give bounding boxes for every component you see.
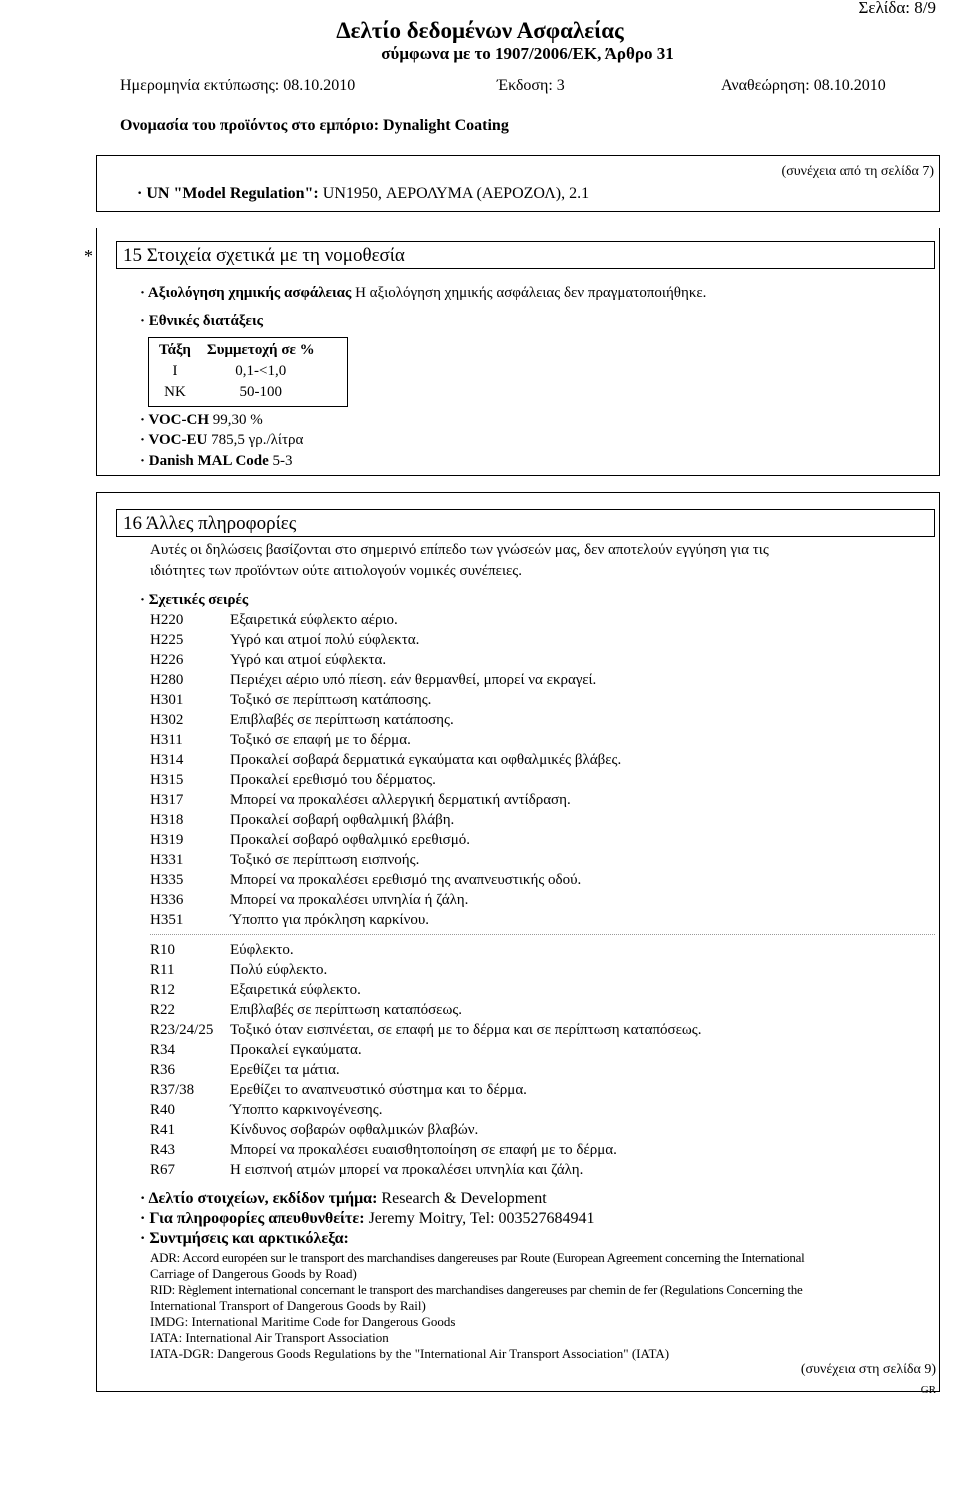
phrase-text: Προκαλεί ερεθισμό του δέρματος.: [230, 772, 436, 788]
phrase-row: [150, 1020, 701, 1040]
phrase-text: Προκαλεί σοβαρό οφθαλμικό ερεθισμό.: [230, 832, 470, 848]
issuing-department-value: Research & Development: [381, 1190, 547, 1207]
phrase-code: R43: [150, 1142, 176, 1158]
class-table: [148, 337, 348, 407]
phrase-row: [150, 690, 431, 710]
abbreviation-line: IMDG: International Maritime Code for Dangerous Goods: [150, 1314, 456, 1329]
print-date: Ημερομηνία εκτύπωσης: 08.10.2010: [120, 77, 356, 94]
phrase-text: Υγρό και ατμοί πολύ εύφλεκτα.: [230, 632, 420, 648]
phrase-code: H319: [150, 832, 184, 848]
document-subtitle: σύμφωνα με το 1907/2006/ΕΚ, Άρθρο 31: [381, 44, 674, 63]
chemical-safety-assessment: [140, 285, 706, 302]
table-header: Τάξη: [159, 342, 191, 358]
phrase-code: H226: [150, 652, 184, 668]
phrase-text: Επιβλαβές σε περίπτωση καταπόσεως.: [230, 1002, 463, 1018]
phrase-code: H351: [150, 912, 184, 928]
phrase-code: R37/38: [150, 1082, 195, 1098]
phrase-code: R10: [150, 942, 176, 958]
page-number: Σελίδα: 8/9: [858, 0, 936, 17]
contact-label: · Για πληροφορίες απευθυνθείτε:: [140, 1210, 365, 1227]
table-cell: 0,1-<1,0: [235, 363, 287, 379]
phrase-code: H335: [150, 872, 184, 888]
phrase-code: R36: [150, 1062, 176, 1078]
phrase-text: Προκαλεί σοβαρή οφθαλμική βλάβη.: [230, 812, 455, 828]
abbreviation-line: IATA-DGR: Dangerous Goods Regulations by the "International Air Transport Association" (IATA): [150, 1346, 670, 1361]
phrase-row: [150, 1120, 478, 1140]
phrase-text: Προκαλεί σοβαρά δερματικά εγκαύματα και οφθαλμικές βλάβες.: [230, 752, 622, 768]
phrase-row: [150, 850, 419, 870]
phrase-text: Ερεθίζει τα μάτια.: [230, 1062, 340, 1078]
chemical-safety-label: · Αξιολόγηση χημικής ασφάλειας: [140, 285, 352, 301]
phrase-text: Τοξικό σε επαφή με το δέρμα.: [230, 732, 411, 748]
phrase-row: [150, 730, 411, 750]
un-value: UN1950, ΑΕΡΟΛΥΜΑ (ΑΕΡΟΖΟΛ), 2.1: [322, 185, 590, 202]
version: Έκδοση: 3: [497, 77, 565, 94]
phrase-text: Εξαιρετικά εύφλεκτο αέριο.: [230, 612, 398, 628]
phrase-text: Μπορεί να προκαλέσει αλλεργική δερματική αντίδραση.: [230, 792, 571, 808]
phrase-row: [150, 940, 294, 960]
phrase-text: Μπορεί να προκαλέσει ερεθισμό της αναπνευστικής οδού.: [230, 872, 582, 888]
intro-text-line-2: ιδιότητες των προϊόντων ούτε αιτιολογούν νομικές συνέπειες.: [150, 563, 522, 579]
table-header: Συμμετοχή σε %: [206, 342, 315, 358]
phrase-text: Η εισπνοή ατμών μπορεί να προκαλέσει υπνηλία και ζάλη.: [230, 1162, 584, 1178]
phrase-row: [150, 830, 470, 850]
voc-eu-value: 785,5 γρ./λίτρα: [211, 432, 304, 448]
chemical-safety-value: Η αξιολόγηση χημικής ασφάλειας δεν πραγματοποιήθηκε.: [355, 285, 707, 301]
phrase-code: R40: [150, 1102, 176, 1118]
phrase-text: Υγρό και ατμοί εύφλεκτα.: [230, 652, 387, 668]
phrase-code: H225: [150, 632, 184, 648]
danish-mal-label: · Danish MAL Code: [140, 453, 269, 469]
phrase-row: [150, 750, 621, 770]
phrase-row: [150, 650, 386, 670]
phrase-row: [150, 1060, 340, 1080]
phrase-code: R67: [150, 1162, 176, 1178]
abbreviation-line: ADR: Accord européen sur le transport des marchandises dangereuses par Route (European Agreement concerning the International: [150, 1250, 805, 1265]
phrase-code: H302: [150, 712, 184, 728]
continuation-box: [96, 155, 940, 212]
phrase-code: R11: [150, 962, 175, 978]
phrase-code: H336: [150, 892, 184, 908]
phrase-code: H220: [150, 612, 184, 628]
phrase-row: [150, 1100, 382, 1120]
phrase-code: R23/24/25: [150, 1022, 214, 1038]
separator-dotted: [150, 934, 935, 935]
product-name: Ονομασία του προϊόντος στο εμπόριο: Dynalight Coating: [120, 117, 509, 134]
phrase-text: Εξαιρετικά εύφλεκτο.: [230, 982, 361, 998]
phrase-code: H317: [150, 792, 184, 808]
abbreviation-line: IATA: International Air Transport Association: [150, 1330, 389, 1345]
class-table-grid: [149, 340, 323, 403]
language-code: GR: [920, 1384, 936, 1396]
related-phrases-label: · Σχετικές σειρές: [140, 592, 249, 608]
phrase-text: Κίνδυνος σοβαρών οφθαλμικών βλαβών.: [230, 1122, 479, 1138]
phrase-text: Μπορεί να προκαλέσει ευαισθητοποίηση σε επαφή με το δέρμα.: [230, 1142, 617, 1158]
un-regulation: [137, 185, 589, 203]
contact-value: Jeremy Moitry, Tel: 003527684941: [368, 1210, 595, 1227]
phrase-code: H311: [150, 732, 183, 748]
phrase-row: [150, 1140, 617, 1160]
phrase-code: H314: [150, 752, 184, 768]
voc-eu-label: · VOC-EU: [140, 432, 208, 448]
phrase-row: [150, 790, 571, 810]
document-title: Δελτίο δεδομένων Ασφαλείας: [336, 18, 624, 43]
phrase-code: H318: [150, 812, 184, 828]
phrase-row: [150, 710, 454, 730]
phrase-text: Τοξικό όταν εισπνέεται, σε επαφή με το δέρμα και σε περίπτωση καταπόσεως.: [230, 1022, 702, 1038]
phrase-code: H331: [150, 852, 184, 868]
revision-date: Αναθεώρηση: 08.10.2010: [721, 77, 886, 94]
phrase-row: [150, 870, 581, 890]
danish-mal-value: 5-3: [272, 453, 293, 469]
phrase-text: Ύποπτο για πρόκληση καρκίνου.: [230, 912, 430, 928]
abbreviations-label: · Συντμήσεις και αρκτικόλεξα:: [140, 1230, 349, 1247]
phrase-text: Περιέχει αέριο υπό πίεση. εάν θερμανθεί, μπορεί να εκραγεί.: [230, 672, 597, 688]
phrase-row: [150, 1000, 462, 1020]
continued-to: (συνέχεια στη σελίδα 9): [800, 1362, 936, 1377]
voc-ch-label: · VOC-CH: [140, 412, 210, 428]
phrase-row: [150, 1080, 527, 1100]
phrase-text: Εύφλεκτο.: [230, 942, 294, 958]
phrase-code: R34: [150, 1042, 176, 1058]
issuing-department: [140, 1190, 547, 1208]
phrase-row: [150, 890, 468, 910]
phrase-text: Ερεθίζει το αναπνευστικό σύστημα και το δέρμα.: [230, 1082, 527, 1098]
phrase-code: H280: [150, 672, 184, 688]
danish-mal-code: [140, 453, 293, 470]
phrase-row: [150, 770, 436, 790]
phrase-row: [150, 960, 327, 980]
table-cell: NK: [164, 384, 186, 400]
un-label: · UN "Model Regulation":: [137, 185, 319, 202]
phrase-text: Επιβλαβές σε περίπτωση κατάποσης.: [230, 712, 454, 728]
phrase-code: H301: [150, 692, 184, 708]
voc-ch: [140, 412, 263, 429]
section-16-title: 16 Άλλες πληροφορίες: [116, 509, 935, 537]
phrase-text: Μπορεί να προκαλέσει υπνηλία ή ζάλη.: [230, 892, 469, 908]
phrase-code: R22: [150, 1002, 176, 1018]
voc-eu: [140, 432, 303, 449]
abbreviation-line: Carriage of Dangerous Goods by Road): [150, 1266, 357, 1281]
voc-ch-value: 99,30 %: [212, 412, 263, 428]
continued-from: (συνέχεια από τη σελίδα 7): [781, 164, 934, 179]
national-regulations-label: · Εθνικές διατάξεις: [140, 313, 263, 329]
changed-marker: *: [84, 246, 93, 266]
phrase-code: R12: [150, 982, 176, 998]
section-15-title: 15 Στοιχεία σχετικά με τη νομοθεσία: [116, 241, 935, 269]
phrase-row: [150, 910, 429, 930]
table-cell: 50-100: [239, 384, 283, 400]
phrase-row: [150, 1040, 362, 1060]
phrase-row: [150, 980, 361, 1000]
phrase-text: Τοξικό σε περίπτωση κατάποσης.: [230, 692, 432, 708]
phrase-text: Τοξικό σε περίπτωση εισπνοής.: [230, 852, 420, 868]
phrase-text: Ύποπτο καρκινογένεσης.: [230, 1102, 383, 1118]
phrase-code: H315: [150, 772, 184, 788]
table-cell: I: [172, 363, 178, 379]
phrase-row: [150, 810, 454, 830]
abbreviation-line: International Transport of Dangerous Goods by Rail): [150, 1298, 426, 1313]
issuing-department-label: · Δελτίο στοιχείων, εκδίδον τμήμα:: [140, 1190, 378, 1207]
abbreviation-line: RID: Règlement international concernant le transport des marchandises dangereuses par chemin de fer (Regulations Concerning the: [150, 1282, 803, 1297]
phrase-row: [150, 1160, 583, 1180]
phrase-row: [150, 670, 596, 690]
phrase-text: Προκαλεί εγκαύματα.: [230, 1042, 362, 1058]
phrase-text: Πολύ εύφλεκτο.: [230, 962, 328, 978]
phrase-code: R41: [150, 1122, 176, 1138]
intro-text-line-1: Αυτές οι δηλώσεις βασίζονται στο σημερινό επίπεδο των γνώσεών μας, δεν αποτελούν εγγύηση για τις: [150, 542, 769, 558]
contact: [140, 1210, 595, 1228]
phrase-row: [150, 630, 419, 650]
phrase-row: [150, 610, 398, 630]
